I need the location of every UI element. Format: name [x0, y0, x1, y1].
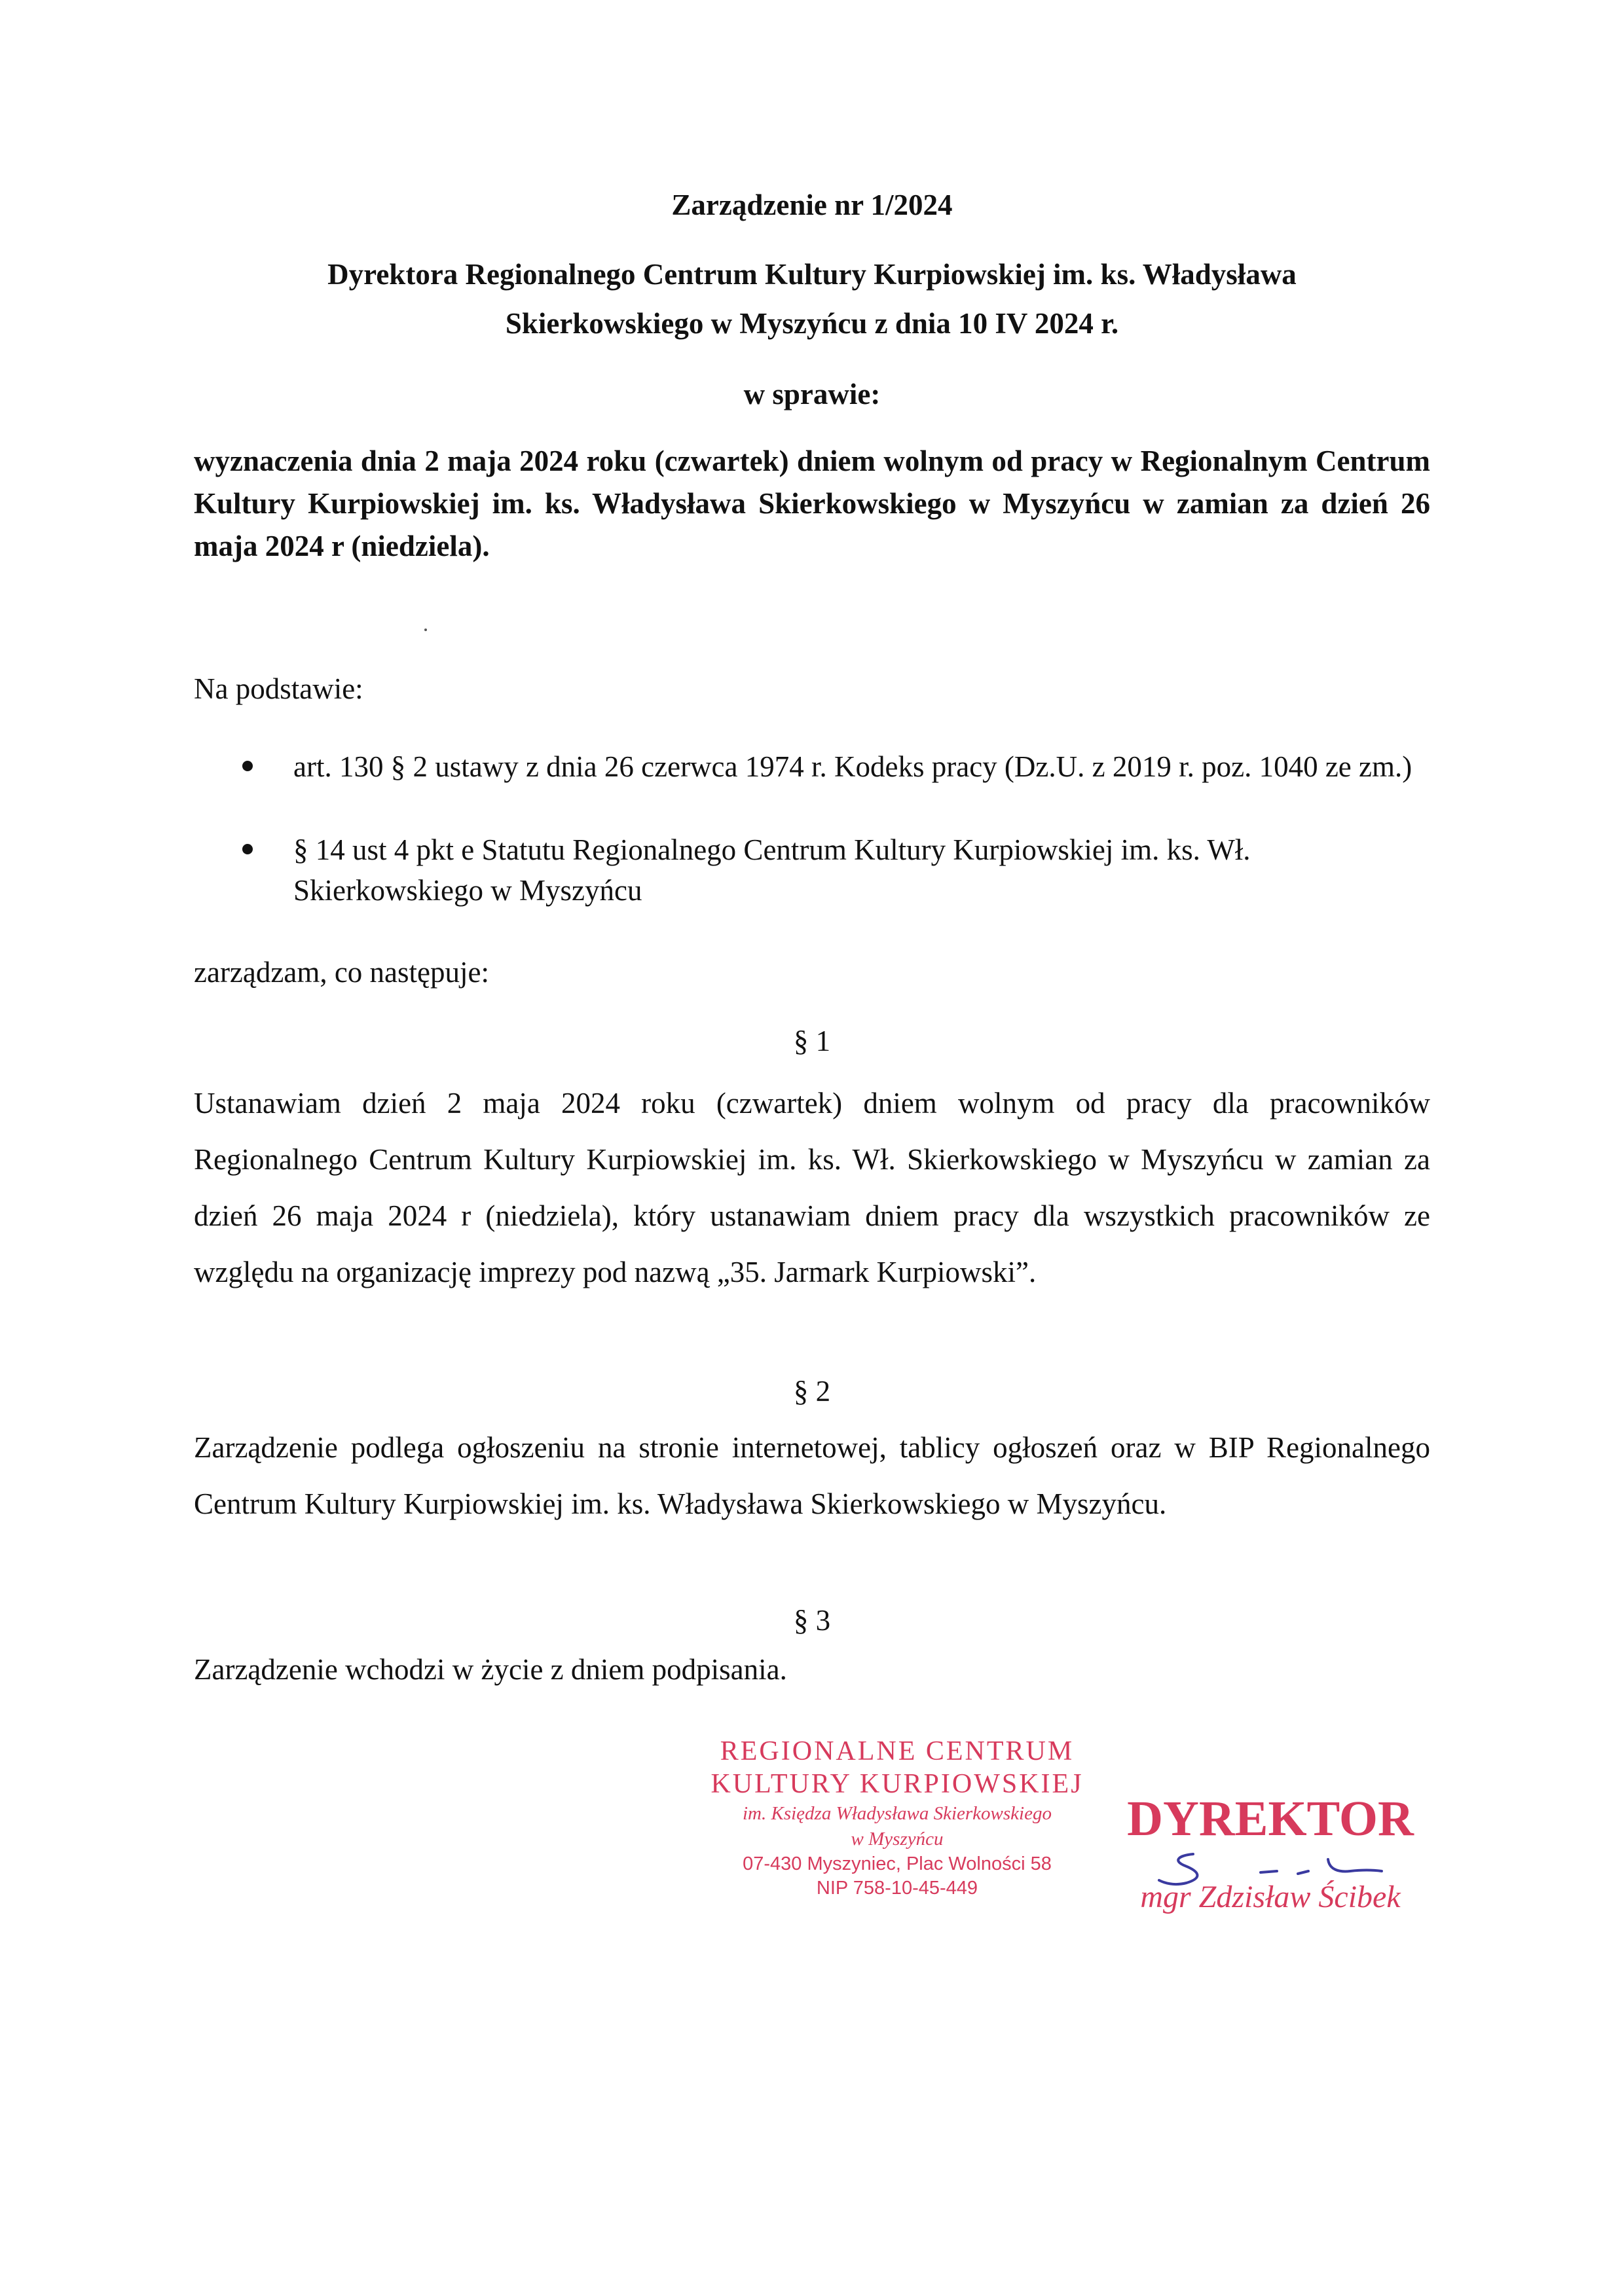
section-text: Ustanawiam dzień 2 maja 2024 roku (czwartek) dniem wolnym od pracy dla pracowników Regionalnego Centrum Kultury Kurpiowskiej im. ks. Wł. Skierkowskiego w Myszyńcu w zamian za dzień 26 maja 2024 r (niedziela), który ustanawiam dniem pracy dla wszystkich pracowników ze względu na organizację imprezy pod nazwą „35. Jarmark Kurpiowski”.: [194, 1087, 1430, 1288]
decision-intro: zarządzam, co następuje:: [194, 956, 489, 989]
in-matter-label: w sprawie:: [743, 378, 881, 410]
stamp-line: KULTURY KURPIOWSKIEJ: [710, 1769, 1084, 1799]
document-title: Zarządzenie nr 1/2024: [671, 189, 953, 221]
section-text: Zarządzenie wchodzi w życie z dniem podpisania.: [194, 1653, 787, 1686]
bullet-icon: [242, 844, 253, 854]
document-subtitle-line2: Skierkowskiego w Myszyńcu z dnia 10 IV 2024 r.: [505, 307, 1119, 340]
stamp-line: w Myszyńcu: [851, 1829, 944, 1850]
director-stamp: [1107, 1791, 1434, 1847]
document-subtitle-line1: Dyrektora Regionalnego Centrum Kultury Kurpiowskiej im. ks. Władysława: [327, 258, 1297, 291]
section-text: Zarządzenie podlega ogłoszeniu na stronie internetowej, tablicy ogłoszeń oraz w BIP Regionalnego Centrum Kultury Kurpiowskiej im. ks. Władysława Skierkowskiego w Myszyńcu.: [194, 1431, 1430, 1520]
director-name: mgr Zdzisław Ścibek: [1140, 1880, 1401, 1914]
legal-basis-item-text: § 14 ust 4 pkt e Statutu Regionalnego Centrum Kultury Kurpiowskiej im. ks. Wł. Skierkowskiego w Myszyńcu: [293, 833, 1251, 907]
stamp-line: REGIONALNE CENTRUM: [720, 1736, 1075, 1766]
director-title: DYREKTOR: [1127, 1791, 1414, 1846]
subject-paragraph: wyznaczenia dnia 2 maja 2024 roku (czwartek) dniem wolnym od pracy w Regionalnym Centrum Kultury Kurpiowskiej im. ks. Władysława Skierkowskiego w Myszyńcu w zamian za dzień 26 maja 2024 r (niedziela).: [194, 445, 1430, 562]
section-mark: § 3: [793, 1604, 831, 1637]
section-mark: § 1: [793, 1025, 831, 1057]
bullet-icon: [242, 761, 253, 771]
stamp-line: 07-430 Myszyniec, Plac Wolności 58: [743, 1853, 1052, 1874]
director-name-stamp: [1107, 1878, 1434, 1917]
legal-basis-item-text: art. 130 § 2 ustawy z dnia 26 czerwca 1974 r. Kodeks pracy (Dz.U. z 2019 r. poz. 1040 ze zm.): [293, 750, 1412, 783]
scan-speck: [424, 629, 427, 631]
stamp-line: im. Księdza Władysława Skierkowskiego: [742, 1803, 1052, 1824]
legal-basis-intro: Na podstawie:: [194, 672, 363, 705]
institution-stamp: [668, 1735, 1126, 1900]
legal-basis-item: [242, 829, 1434, 911]
stamp-line: NIP 758-10-45-449: [816, 1878, 978, 1899]
section-mark: § 2: [793, 1375, 831, 1408]
legal-basis-item: [242, 746, 1434, 828]
